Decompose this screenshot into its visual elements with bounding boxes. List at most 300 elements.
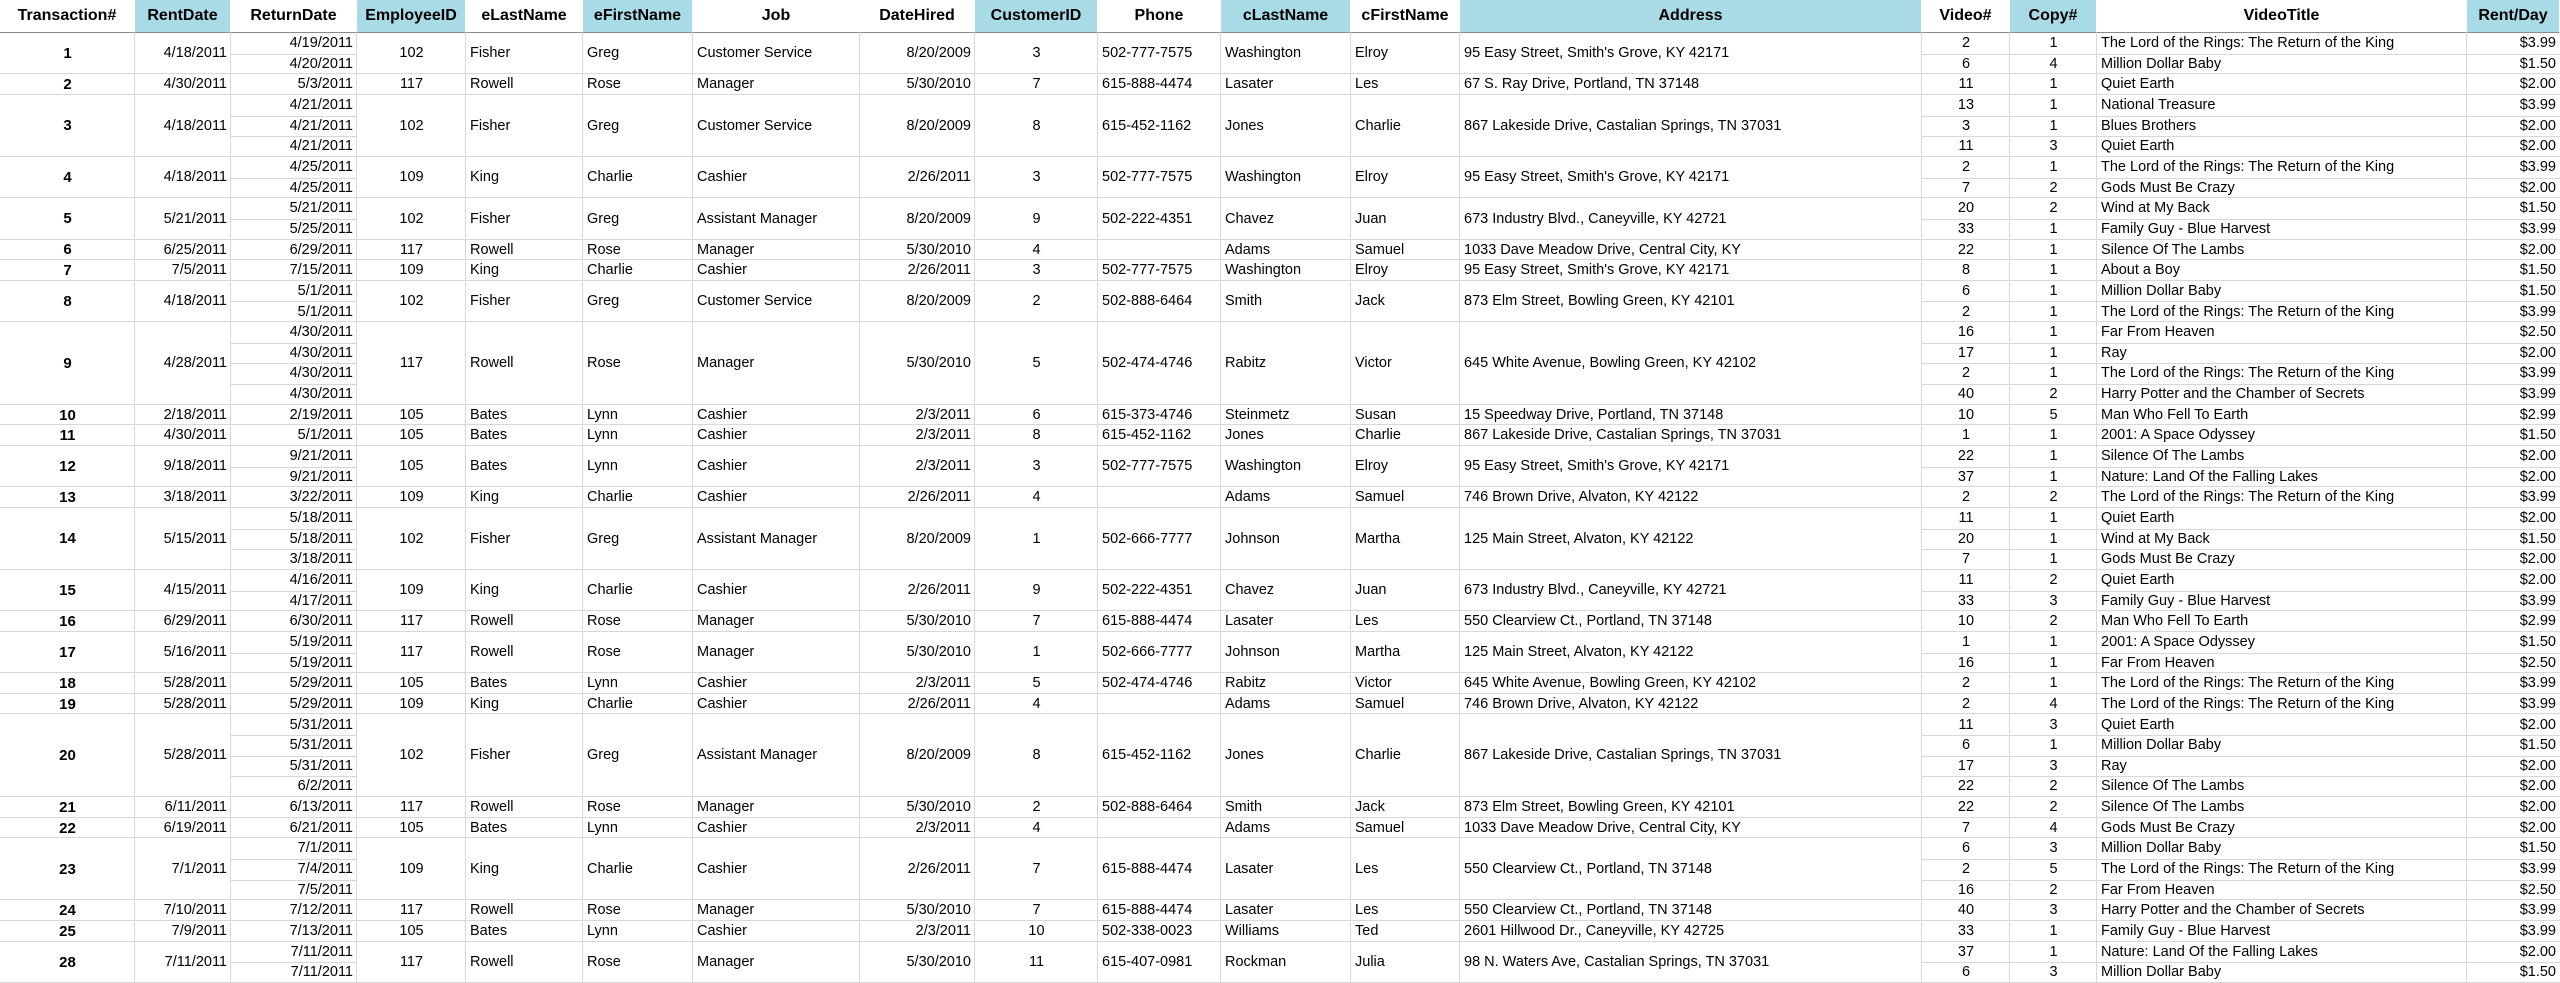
cell-returndate[interactable]: 4/30/2011 <box>289 386 353 403</box>
cell-employeeid[interactable]: 102 <box>399 293 424 310</box>
cell-elastname[interactable]: Bates <box>470 458 508 475</box>
cell-efirstname[interactable]: Charlie <box>587 861 633 878</box>
cell-transaction[interactable]: 24 <box>59 902 76 920</box>
cell-phone[interactable] <box>1098 818 1221 839</box>
cell-rent-per-day[interactable]: $2.00 <box>2519 571 2556 588</box>
cell-rentdate[interactable]: 7/5/2011 <box>171 262 227 279</box>
cell-datehired[interactable]: 2/26/2011 <box>907 582 971 599</box>
cell-elastname[interactable]: Fisher <box>470 210 511 227</box>
cell-videotitle[interactable]: The Lord of the Rings: The Return of the King <box>2101 365 2395 382</box>
cell-clastname[interactable]: Rabitz <box>1225 675 1267 692</box>
cell-videotitle[interactable]: Family Guy - Blue Harvest <box>2101 923 2271 939</box>
cell-videotitle[interactable]: Man Who Fell To Earth <box>2101 613 2249 630</box>
cell-rent-per-day[interactable]: $2.00 <box>2519 819 2556 836</box>
cell-rent-per-day[interactable]: $2.00 <box>2519 943 2556 960</box>
cell-rent-per-day[interactable]: $3.99 <box>2519 158 2556 175</box>
cell-returndate[interactable]: 5/29/2011 <box>289 675 353 692</box>
cell-elastname[interactable]: King <box>470 169 500 186</box>
cell-transaction[interactable]: 22 <box>59 819 76 837</box>
cell-datehired[interactable]: 8/20/2009 <box>906 117 971 134</box>
cell-datehired[interactable]: 2/3/2011 <box>915 458 971 475</box>
cell-video-number[interactable]: 2 <box>1961 675 1971 692</box>
cell-videotitle[interactable]: Million Dollar Baby <box>2101 964 2222 981</box>
cell-clastname[interactable]: Chavez <box>1225 582 1275 599</box>
cell-rent-per-day[interactable]: $3.99 <box>2519 303 2556 320</box>
cell-video-number[interactable]: 22 <box>1957 448 1975 465</box>
cell-videotitle[interactable]: 2001: A Space Odyssey <box>2101 427 2255 444</box>
cell-returndate[interactable]: 5/25/2011 <box>289 220 353 237</box>
cell-job[interactable]: Manager <box>697 953 755 970</box>
cell-phone[interactable]: 502-222-4351 <box>1102 210 1193 227</box>
cell-transaction[interactable]: 2 <box>63 76 72 94</box>
cell-copy-number[interactable]: 1 <box>2049 220 2058 237</box>
cell-rent-per-day[interactable]: $3.99 <box>2519 923 2556 939</box>
cell-videotitle[interactable]: Ray <box>2101 757 2127 774</box>
cell-copy-number[interactable]: 1 <box>2049 510 2058 526</box>
cell-job[interactable]: Manager <box>697 902 755 919</box>
cell-copy-number[interactable]: 1 <box>2049 923 2058 939</box>
cell-datehired[interactable]: 2/3/2011 <box>915 923 971 939</box>
cell-elastname[interactable]: King <box>470 262 500 279</box>
cell-videotitle[interactable]: Nature: Land Of the Falling Lakes <box>2101 943 2318 960</box>
cell-phone[interactable]: 502-666-7777 <box>1102 530 1193 547</box>
cell-video-number[interactable]: 6 <box>1961 840 1971 857</box>
cell-rent-per-day[interactable]: $2.00 <box>2519 716 2556 733</box>
cell-copy-number[interactable]: 1 <box>2049 468 2058 485</box>
cell-videotitle[interactable]: Nature: Land Of the Falling Lakes <box>2101 468 2318 485</box>
cell-efirstname[interactable]: Lynn <box>587 675 618 692</box>
cell-efirstname[interactable]: Lynn <box>587 923 618 939</box>
cell-efirstname[interactable]: Charlie <box>587 582 633 599</box>
cell-rent-per-day[interactable]: $3.99 <box>2519 386 2556 403</box>
cell-copy-number[interactable]: 1 <box>2049 654 2058 671</box>
column-videotitle-header[interactable]: VideoTitle <box>2097 0 2467 33</box>
cell-videotitle[interactable]: Million Dollar Baby <box>2101 840 2222 857</box>
cell-returndate[interactable]: 3/18/2011 <box>289 551 353 568</box>
cell-transaction[interactable]: 21 <box>59 798 76 816</box>
cell-address[interactable]: 867 Lakeside Drive, Castalian Springs, TN 37031 <box>1464 117 1782 134</box>
cell-cfirstname[interactable]: Elroy <box>1355 169 1389 186</box>
column-rentday-header[interactable]: Rent/Day <box>2467 0 2560 33</box>
cell-cfirstname[interactable]: Juan <box>1355 210 1387 227</box>
cell-cfirstname[interactable]: Ted <box>1355 923 1379 939</box>
cell-videotitle[interactable]: 2001: A Space Odyssey <box>2101 633 2255 650</box>
cell-returndate[interactable]: 9/21/2011 <box>289 448 353 465</box>
cell-cfirstname[interactable]: Elroy <box>1355 45 1389 62</box>
cell-phone[interactable]: 502-222-4351 <box>1102 582 1193 599</box>
cell-datehired[interactable]: 2/26/2011 <box>907 262 971 279</box>
cell-clastname[interactable]: Jones <box>1225 117 1264 134</box>
cell-employeeid[interactable]: 109 <box>399 169 424 186</box>
cell-video-number[interactable]: 10 <box>1957 613 1975 630</box>
cell-video-number[interactable]: 2 <box>1961 35 1971 52</box>
cell-customerid[interactable]: 4 <box>1032 819 1041 836</box>
cell-employeeid[interactable]: 102 <box>399 45 424 62</box>
cell-datehired[interactable]: 5/30/2010 <box>906 644 971 661</box>
cell-returndate[interactable]: 6/2/2011 <box>297 778 353 795</box>
cell-videotitle[interactable]: Gods Must Be Crazy <box>2101 551 2235 568</box>
cell-copy-number[interactable]: 4 <box>2049 695 2058 712</box>
cell-customerid[interactable]: 11 <box>1028 953 1045 970</box>
cell-clastname[interactable]: Lasater <box>1225 613 1274 630</box>
cell-phone[interactable]: 502-666-7777 <box>1102 644 1193 661</box>
cell-copy-number[interactable]: 2 <box>2049 179 2058 196</box>
cell-returndate[interactable]: 2/19/2011 <box>289 406 353 423</box>
cell-rentdate[interactable]: 7/11/2011 <box>164 953 227 970</box>
cell-datehired[interactable]: 8/20/2009 <box>906 210 971 227</box>
cell-customerid[interactable]: 5 <box>1032 675 1041 692</box>
cell-cfirstname[interactable]: Victor <box>1355 675 1392 692</box>
cell-employeeid[interactable]: 117 <box>399 799 424 816</box>
cell-job[interactable]: Cashier <box>697 861 747 878</box>
cell-returndate[interactable]: 7/4/2011 <box>297 861 353 878</box>
cell-rent-per-day[interactable]: $3.99 <box>2519 695 2556 712</box>
cell-efirstname[interactable]: Greg <box>587 210 620 227</box>
cell-rent-per-day[interactable]: $3.99 <box>2519 675 2556 692</box>
cell-returndate[interactable]: 5/18/2011 <box>289 530 353 547</box>
cell-copy-number[interactable]: 1 <box>2049 241 2058 258</box>
cell-videotitle[interactable]: Quiet Earth <box>2101 76 2175 93</box>
cell-job[interactable]: Cashier <box>697 489 747 506</box>
cell-clastname[interactable]: Adams <box>1225 695 1271 712</box>
cell-efirstname[interactable]: Charlie <box>587 489 633 506</box>
cell-videotitle[interactable]: Blues Brothers <box>2101 117 2197 134</box>
cell-rentdate[interactable]: 4/30/2011 <box>163 427 227 444</box>
cell-videotitle[interactable]: Million Dollar Baby <box>2101 55 2222 72</box>
cell-employeeid[interactable]: 109 <box>399 861 424 878</box>
cell-clastname[interactable]: Lasater <box>1225 76 1274 93</box>
cell-videotitle[interactable]: About a Boy <box>2101 262 2180 279</box>
cell-returndate[interactable]: 5/31/2011 <box>289 737 353 754</box>
column-efirstname-header[interactable]: eFirstName <box>583 0 693 33</box>
cell-returndate[interactable]: 7/13/2011 <box>289 923 353 939</box>
cell-cfirstname[interactable]: Martha <box>1355 530 1401 547</box>
cell-employeeid[interactable]: 117 <box>399 644 424 661</box>
cell-copy-number[interactable]: 1 <box>2049 633 2058 650</box>
cell-rentdate[interactable]: 2/18/2011 <box>163 406 227 423</box>
cell-transaction[interactable]: 17 <box>59 643 76 661</box>
cell-videotitle[interactable]: Silence Of The Lambs <box>2101 241 2245 258</box>
cell-copy-number[interactable]: 2 <box>2049 799 2058 816</box>
cell-returndate[interactable]: 4/17/2011 <box>289 592 353 609</box>
cell-job[interactable]: Customer Service <box>697 45 813 62</box>
cell-transaction[interactable]: 6 <box>63 241 72 259</box>
cell-customerid[interactable]: 3 <box>1032 169 1041 186</box>
cell-rent-per-day[interactable]: $1.50 <box>2519 282 2556 299</box>
cell-rent-per-day[interactable]: $2.50 <box>2519 881 2556 898</box>
cell-elastname[interactable]: Rowell <box>470 644 514 661</box>
cell-videotitle[interactable]: Wind at My Back <box>2101 530 2210 547</box>
cell-rent-per-day[interactable]: $3.99 <box>2519 365 2556 382</box>
cell-phone[interactable]: 615-888-4474 <box>1102 76 1193 93</box>
cell-cfirstname[interactable]: Jack <box>1355 799 1385 816</box>
cell-videotitle[interactable]: The Lord of the Rings: The Return of the King <box>2101 158 2395 175</box>
cell-copy-number[interactable]: 3 <box>2049 840 2058 857</box>
cell-cfirstname[interactable]: Les <box>1355 613 1379 630</box>
cell-customerid[interactable]: 10 <box>1028 923 1045 939</box>
cell-clastname[interactable]: Adams <box>1225 489 1271 506</box>
cell-video-number[interactable]: 1 <box>1961 427 1971 444</box>
cell-cfirstname[interactable]: Charlie <box>1355 747 1401 764</box>
cell-video-number[interactable]: 2 <box>1961 489 1971 506</box>
cell-videotitle[interactable]: The Lord of the Rings: The Return of the King <box>2101 303 2395 320</box>
cell-rentdate[interactable]: 4/30/2011 <box>163 76 227 93</box>
cell-employeeid[interactable]: 102 <box>399 747 424 764</box>
cell-transaction[interactable]: 9 <box>63 354 72 372</box>
cell-elastname[interactable]: King <box>470 489 500 506</box>
cell-elastname[interactable]: Bates <box>470 923 508 939</box>
cell-returndate[interactable]: 7/11/2011 <box>290 964 353 981</box>
cell-employeeid[interactable]: 109 <box>399 262 424 279</box>
cell-returndate[interactable]: 5/1/2011 <box>297 427 353 444</box>
cell-customerid[interactable]: 1 <box>1032 530 1041 547</box>
cell-transaction[interactable]: 19 <box>59 695 76 713</box>
cell-transaction[interactable]: 23 <box>59 860 76 878</box>
cell-rent-per-day[interactable]: $1.50 <box>2519 530 2556 547</box>
cell-job[interactable]: Manager <box>697 613 755 630</box>
cell-videotitle[interactable]: Quiet Earth <box>2101 510 2175 526</box>
cell-video-number[interactable]: 17 <box>1957 757 1975 774</box>
cell-efirstname[interactable]: Lynn <box>587 406 618 423</box>
cell-employeeid[interactable]: 109 <box>399 489 424 506</box>
cell-rent-per-day[interactable]: $2.00 <box>2519 241 2556 258</box>
cell-phone[interactable]: 502-474-4746 <box>1102 675 1193 692</box>
cell-elastname[interactable]: Bates <box>470 819 508 836</box>
cell-videotitle[interactable]: Silence Of The Lambs <box>2101 799 2245 816</box>
cell-efirstname[interactable]: Rose <box>587 902 621 919</box>
cell-clastname[interactable]: Washington <box>1225 169 1302 186</box>
cell-transaction[interactable]: 5 <box>63 210 72 228</box>
cell-cfirstname[interactable]: Samuel <box>1355 241 1405 258</box>
cell-datehired[interactable]: 2/26/2011 <box>907 489 971 506</box>
cell-efirstname[interactable]: Lynn <box>587 427 618 444</box>
column-employeeid-header[interactable]: EmployeeID <box>357 0 466 33</box>
cell-customerid[interactable]: 4 <box>1032 241 1041 258</box>
cell-returndate[interactable]: 3/22/2011 <box>289 489 353 506</box>
cell-address[interactable]: 746 Brown Drive, Alvaton, KY 42122 <box>1464 489 1699 506</box>
cell-returndate[interactable]: 5/19/2011 <box>289 633 353 650</box>
cell-rent-per-day[interactable]: $2.99 <box>2519 613 2556 630</box>
cell-copy-number[interactable]: 1 <box>2049 365 2058 382</box>
cell-copy-number[interactable]: 2 <box>2049 778 2058 795</box>
column-video-header[interactable]: Video# <box>1922 0 2010 33</box>
cell-returndate[interactable]: 4/20/2011 <box>289 55 353 72</box>
cell-video-number[interactable]: 7 <box>1961 179 1971 196</box>
cell-job[interactable]: Cashier <box>697 923 747 939</box>
cell-employeeid[interactable]: 102 <box>399 210 424 227</box>
cell-clastname[interactable]: Washington <box>1225 45 1302 62</box>
cell-copy-number[interactable]: 3 <box>2049 902 2058 919</box>
cell-clastname[interactable]: Johnson <box>1225 644 1280 661</box>
cell-address[interactable]: 550 Clearview Ct., Portland, TN 37148 <box>1464 613 1712 630</box>
cell-copy-number[interactable]: 1 <box>2049 737 2058 754</box>
cell-customerid[interactable]: 8 <box>1032 117 1041 134</box>
cell-rent-per-day[interactable]: $2.00 <box>2519 468 2556 485</box>
cell-cfirstname[interactable]: Charlie <box>1355 117 1401 134</box>
cell-datehired[interactable]: 8/20/2009 <box>906 530 971 547</box>
cell-videotitle[interactable]: National Treasure <box>2101 97 2216 113</box>
cell-copy-number[interactable]: 3 <box>2049 138 2058 155</box>
cell-elastname[interactable]: Rowell <box>470 613 514 630</box>
cell-video-number[interactable]: 6 <box>1961 737 1971 754</box>
cell-video-number[interactable]: 7 <box>1961 551 1971 568</box>
cell-rentdate[interactable]: 3/18/2011 <box>163 489 227 506</box>
cell-phone[interactable]: 615-452-1162 <box>1102 427 1192 444</box>
cell-returndate[interactable]: 4/25/2011 <box>289 179 353 196</box>
cell-elastname[interactable]: King <box>470 582 500 599</box>
cell-employeeid[interactable]: 102 <box>399 530 424 547</box>
cell-copy-number[interactable]: 2 <box>2049 489 2058 506</box>
cell-employeeid[interactable]: 105 <box>399 675 424 692</box>
cell-elastname[interactable]: Fisher <box>470 45 511 62</box>
cell-copy-number[interactable]: 1 <box>2049 448 2058 465</box>
cell-rent-per-day[interactable]: $1.50 <box>2519 633 2556 650</box>
cell-efirstname[interactable]: Greg <box>587 530 620 547</box>
cell-elastname[interactable]: Rowell <box>470 902 514 919</box>
cell-copy-number[interactable]: 2 <box>2049 613 2058 630</box>
cell-videotitle[interactable]: Million Dollar Baby <box>2101 282 2222 299</box>
cell-rentdate[interactable]: 5/28/2011 <box>163 675 227 692</box>
cell-returndate[interactable]: 4/30/2011 <box>289 324 353 341</box>
cell-datehired[interactable]: 5/30/2010 <box>906 902 971 919</box>
cell-videotitle[interactable]: Silence Of The Lambs <box>2101 448 2245 465</box>
cell-rentdate[interactable]: 4/28/2011 <box>163 355 227 372</box>
cell-videotitle[interactable]: Million Dollar Baby <box>2101 737 2222 754</box>
cell-employeeid[interactable]: 105 <box>399 923 424 939</box>
cell-video-number[interactable]: 11 <box>1958 76 1974 93</box>
cell-cfirstname[interactable]: Elroy <box>1355 262 1389 279</box>
cell-copy-number[interactable]: 3 <box>2049 964 2058 981</box>
cell-clastname[interactable]: Adams <box>1225 819 1271 836</box>
cell-copy-number[interactable]: 1 <box>2049 943 2058 960</box>
cell-video-number[interactable]: 13 <box>1957 97 1975 113</box>
cell-customerid[interactable]: 7 <box>1032 861 1041 878</box>
cell-returndate[interactable]: 5/1/2011 <box>297 282 353 299</box>
cell-rent-per-day[interactable]: $2.00 <box>2519 344 2556 361</box>
cell-returndate[interactable]: 4/30/2011 <box>289 365 353 382</box>
cell-rent-per-day[interactable]: $1.50 <box>2519 55 2556 72</box>
cell-returndate[interactable]: 7/15/2011 <box>289 262 353 279</box>
cell-phone[interactable]: 502-888-6464 <box>1102 799 1193 816</box>
cell-transaction[interactable]: 28 <box>59 953 76 971</box>
cell-datehired[interactable]: 2/26/2011 <box>907 695 971 712</box>
cell-address[interactable]: 550 Clearview Ct., Portland, TN 37148 <box>1464 902 1712 919</box>
cell-phone[interactable]: 615-888-4474 <box>1102 861 1193 878</box>
cell-videotitle[interactable]: Far From Heaven <box>2101 881 2215 898</box>
cell-transaction[interactable]: 10 <box>59 406 76 424</box>
cell-rent-per-day[interactable]: $1.50 <box>2519 964 2556 981</box>
cell-video-number[interactable]: 40 <box>1957 386 1975 403</box>
cell-videotitle[interactable]: The Lord of the Rings: The Return of the King <box>2101 35 2395 52</box>
cell-transaction[interactable]: 11 <box>59 427 76 445</box>
cell-datehired[interactable]: 2/3/2011 <box>915 819 971 836</box>
cell-returndate[interactable]: 5/21/2011 <box>289 200 353 217</box>
cell-efirstname[interactable]: Rose <box>587 241 621 258</box>
cell-clastname[interactable]: Rockman <box>1225 953 1287 970</box>
cell-elastname[interactable]: Fisher <box>470 747 511 764</box>
cell-datehired[interactable]: 5/30/2010 <box>906 613 971 630</box>
cell-elastname[interactable]: Bates <box>470 427 508 444</box>
cell-job[interactable]: Manager <box>697 799 755 816</box>
cell-clastname[interactable]: Rabitz <box>1225 355 1267 372</box>
column-cfirstname-header[interactable]: cFirstName <box>1351 0 1460 33</box>
cell-elastname[interactable]: King <box>470 695 500 712</box>
cell-cfirstname[interactable]: Elroy <box>1355 458 1389 475</box>
cell-returndate[interactable]: 5/31/2011 <box>289 757 353 774</box>
cell-cfirstname[interactable]: Samuel <box>1355 695 1405 712</box>
cell-cfirstname[interactable]: Samuel <box>1355 819 1405 836</box>
cell-elastname[interactable]: Fisher <box>470 117 511 134</box>
cell-returndate[interactable]: 5/29/2011 <box>289 695 353 712</box>
cell-phone[interactable]: 502-338-0023 <box>1102 923 1193 939</box>
cell-copy-number[interactable]: 1 <box>2049 117 2058 134</box>
cell-transaction[interactable]: 8 <box>63 292 72 310</box>
cell-rentdate[interactable]: 4/18/2011 <box>163 169 227 186</box>
cell-video-number[interactable]: 6 <box>1961 282 1971 299</box>
cell-rentdate[interactable]: 7/1/2011 <box>171 861 227 878</box>
cell-clastname[interactable]: Chavez <box>1225 210 1275 227</box>
cell-cfirstname[interactable]: Susan <box>1355 406 1397 423</box>
cell-elastname[interactable]: Fisher <box>470 530 511 547</box>
cell-customerid[interactable]: 2 <box>1032 799 1041 816</box>
cell-address[interactable]: 95 Easy Street, Smith's Grove, KY 42171 <box>1464 169 1730 186</box>
cell-video-number[interactable]: 6 <box>1961 964 1971 981</box>
cell-rentdate[interactable]: 4/18/2011 <box>163 117 227 134</box>
cell-video-number[interactable]: 8 <box>1961 262 1971 279</box>
cell-employeeid[interactable]: 117 <box>399 355 424 372</box>
cell-address[interactable]: 95 Easy Street, Smith's Grove, KY 42171 <box>1464 458 1730 475</box>
cell-efirstname[interactable]: Rose <box>587 76 621 93</box>
cell-video-number[interactable]: 2 <box>1961 695 1971 712</box>
cell-customerid[interactable]: 4 <box>1032 489 1041 506</box>
cell-video-number[interactable]: 33 <box>1957 592 1975 609</box>
cell-videotitle[interactable]: Silence Of The Lambs <box>2101 778 2245 795</box>
cell-returndate[interactable]: 5/19/2011 <box>289 654 353 671</box>
cell-datehired[interactable]: 8/20/2009 <box>906 293 971 310</box>
cell-rent-per-day[interactable]: $3.99 <box>2519 220 2556 237</box>
cell-videotitle[interactable]: Far From Heaven <box>2101 654 2215 671</box>
cell-address[interactable]: 125 Main Street, Alvaton, KY 42122 <box>1464 530 1694 547</box>
cell-transaction[interactable]: 13 <box>59 489 76 507</box>
cell-efirstname[interactable]: Rose <box>587 799 621 816</box>
cell-cfirstname[interactable]: Victor <box>1355 355 1392 372</box>
cell-datehired[interactable]: 5/30/2010 <box>906 799 971 816</box>
cell-video-number[interactable]: 22 <box>1957 241 1975 258</box>
cell-returndate[interactable]: 5/1/2011 <box>297 303 353 320</box>
cell-job[interactable]: Manager <box>697 355 755 372</box>
cell-address[interactable]: 1033 Dave Meadow Drive, Central City, KY <box>1464 819 1741 836</box>
cell-transaction[interactable]: 16 <box>59 613 76 630</box>
cell-cfirstname[interactable]: Les <box>1355 902 1379 919</box>
column-copy-header[interactable]: Copy# <box>2010 0 2097 33</box>
cell-elastname[interactable]: Rowell <box>470 953 514 970</box>
cell-efirstname[interactable]: Lynn <box>587 819 618 836</box>
cell-elastname[interactable]: Rowell <box>470 799 514 816</box>
cell-job[interactable]: Customer Service <box>697 117 813 134</box>
cell-rentdate[interactable]: 6/19/2011 <box>163 819 227 836</box>
cell-cfirstname[interactable]: Samuel <box>1355 489 1405 506</box>
cell-rentdate[interactable]: 4/18/2011 <box>163 45 227 62</box>
cell-video-number[interactable]: 11 <box>1958 571 1974 588</box>
cell-address[interactable]: 550 Clearview Ct., Portland, TN 37148 <box>1464 861 1712 878</box>
cell-customerid[interactable]: 7 <box>1032 902 1041 919</box>
cell-returndate[interactable]: 4/19/2011 <box>289 35 353 52</box>
cell-video-number[interactable]: 40 <box>1957 902 1975 919</box>
cell-copy-number[interactable]: 4 <box>2049 55 2058 72</box>
cell-copy-number[interactable]: 2 <box>2049 571 2058 588</box>
cell-videotitle[interactable]: Quiet Earth <box>2101 138 2175 155</box>
cell-clastname[interactable]: Jones <box>1225 747 1264 764</box>
